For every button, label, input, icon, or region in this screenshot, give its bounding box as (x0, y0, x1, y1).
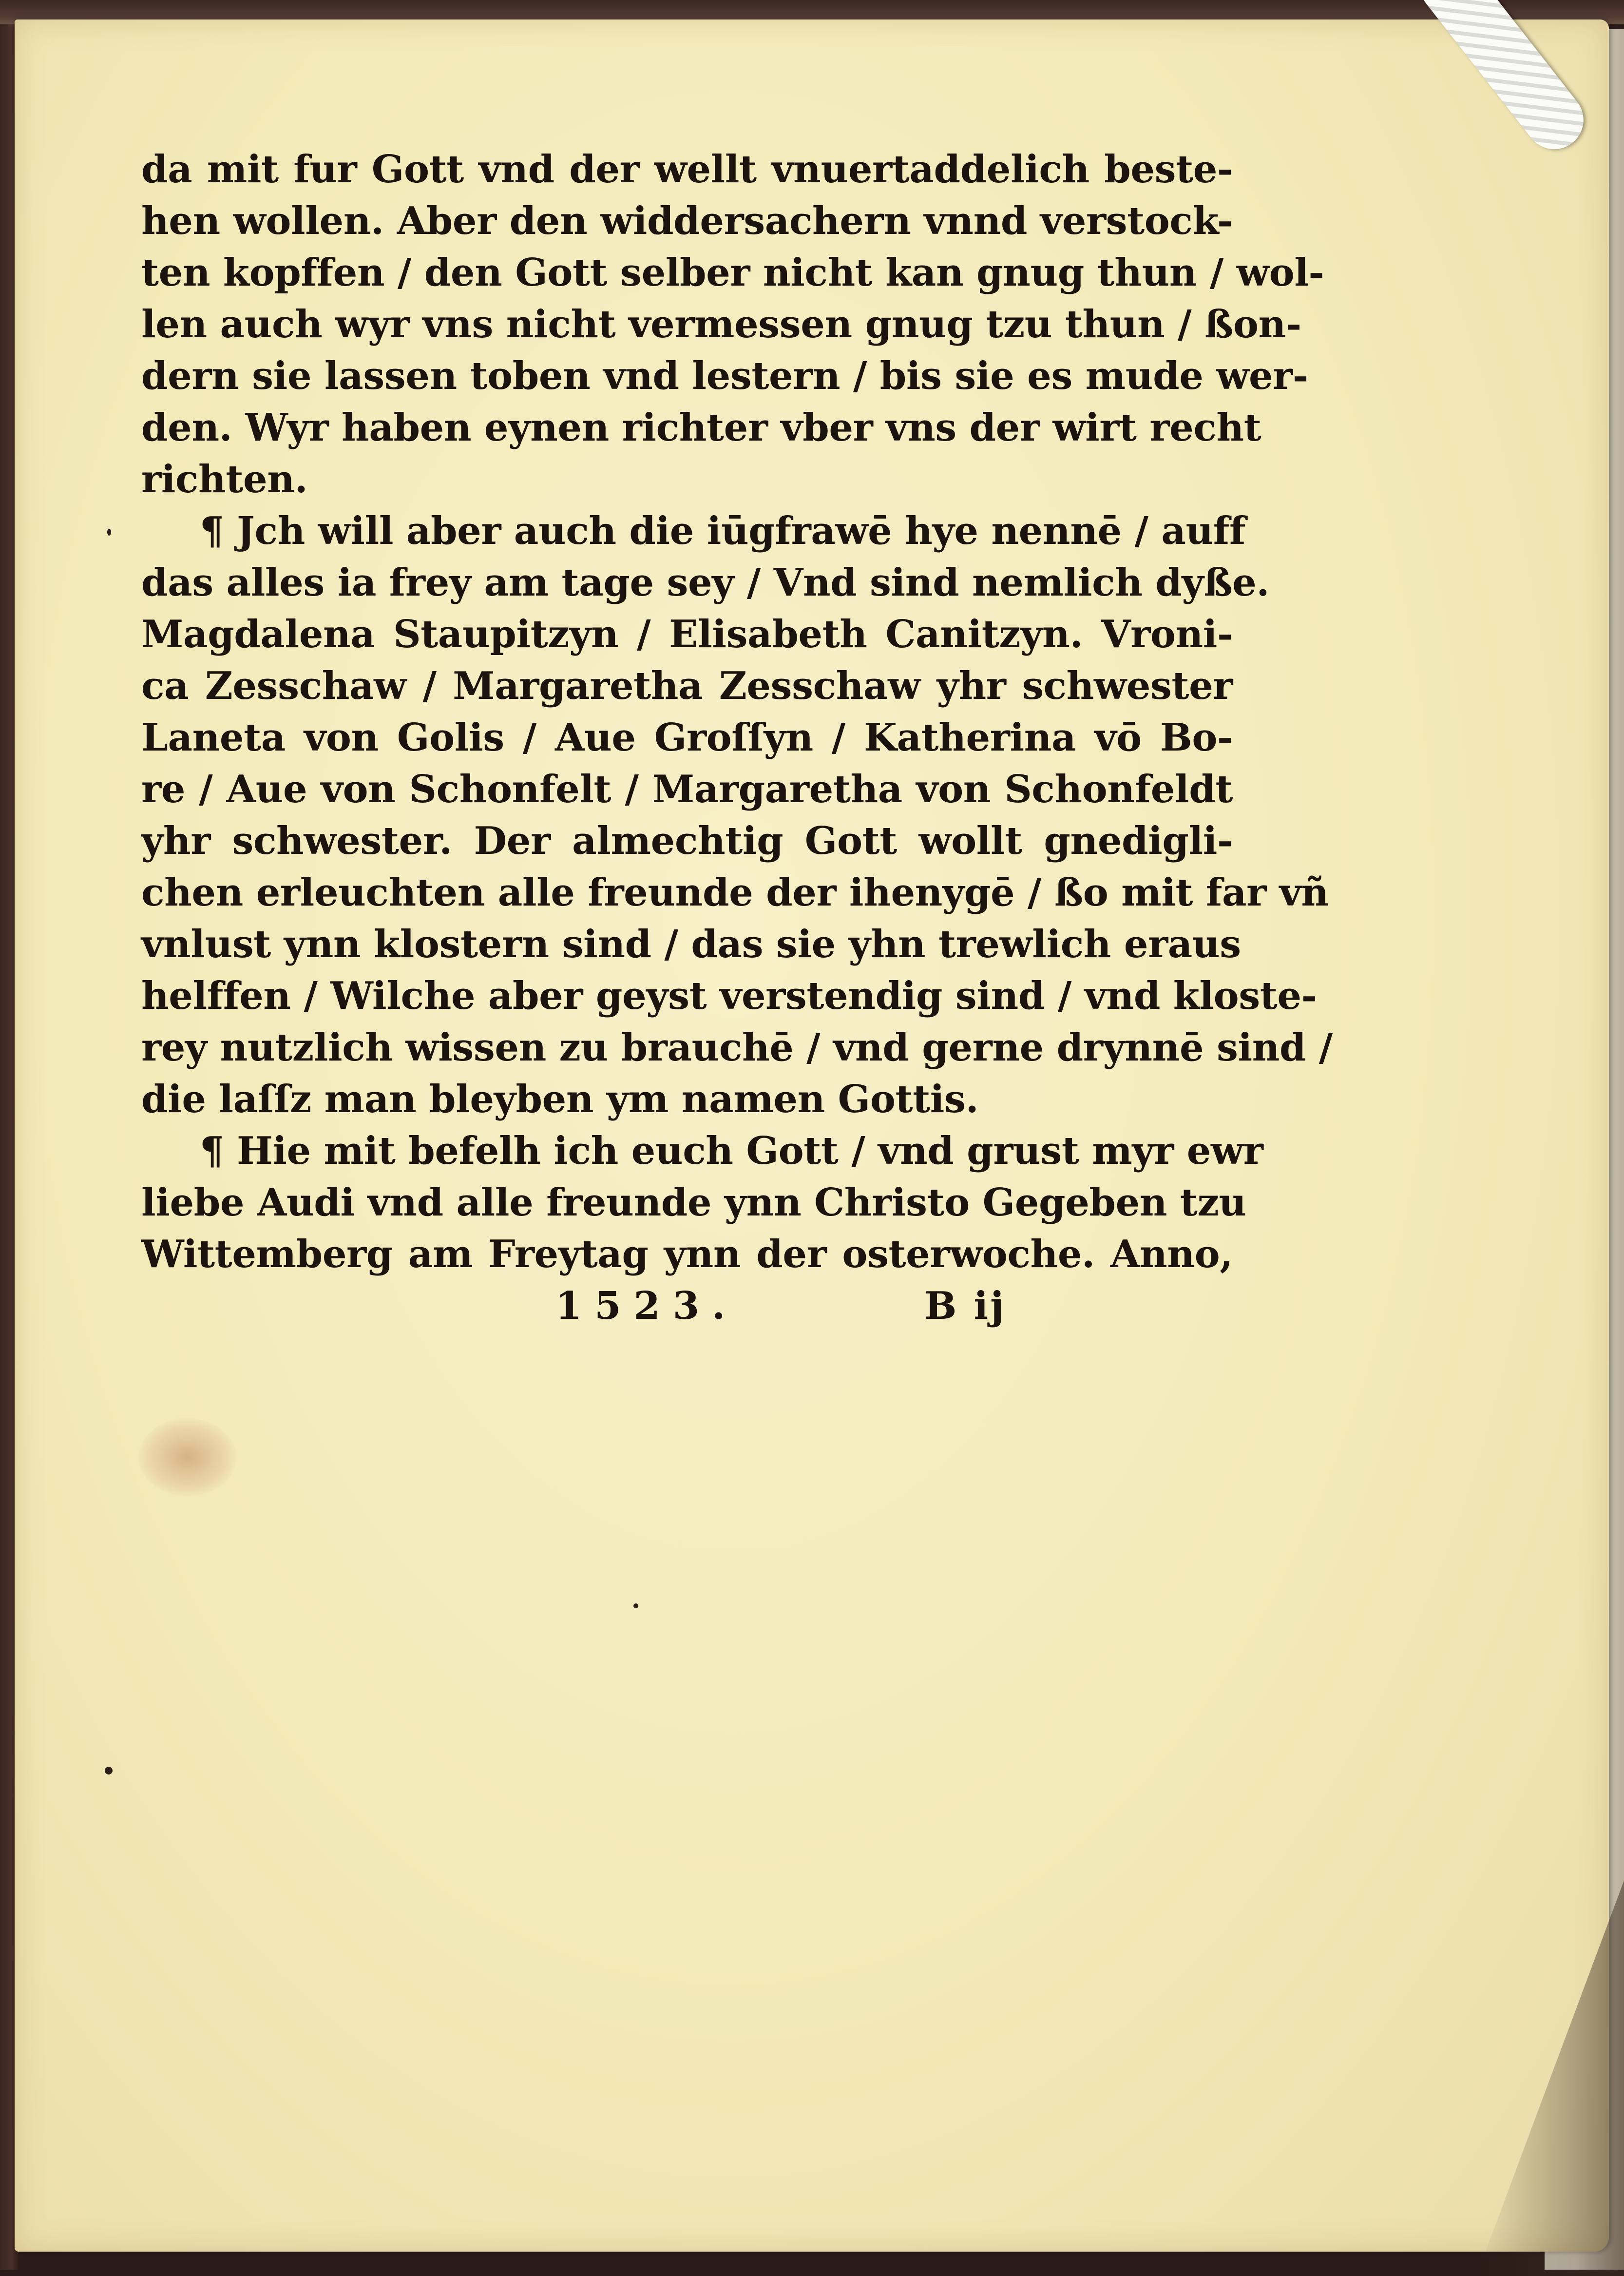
text-line: yhr schwester. Der almechtig Gott wollt gnedigli- (141, 819, 1233, 863)
text-line: helffen / Wilche aber geyst verstendig sind / vnd kloste- (141, 974, 1317, 1018)
text-line: Wittemberg am Freytag ynn der osterwoche. Anno, (141, 1232, 1233, 1276)
ink-speck (105, 1767, 113, 1775)
text-line: dern sie lassen toben vnd lestern / bis sie es mude wer- (141, 354, 1308, 398)
text-line: vnlust ynn klostern sind / das sie yhn trewlich eraus (141, 922, 1241, 966)
signature-line (141, 1280, 1233, 1332)
paper-stain (139, 1418, 236, 1496)
text-line: die laſſz man bleyben ym namen Gottis. (141, 1077, 979, 1121)
text-line: da mit fur Gott vnd der wellt vnuertaddelich beste- (141, 147, 1233, 192)
ink-speck (633, 1603, 638, 1608)
text-line: Laneta von Golis / Aue Groſſyn / Katherina vō Bo- (141, 715, 1233, 760)
paragraph-start-line: ¶ Hie mit befelh ich euch Gott / vnd grust myr ewr (200, 1129, 1263, 1173)
text-line: Magdalena Staupitzyn / Elisabeth Canitzyn. Vroni- (141, 612, 1233, 656)
text-line: rey nutzlich wissen zu brauchē / vnd gerne drynnē sind / (141, 1025, 1333, 1070)
year: 1523. (555, 1284, 738, 1328)
text-line: hen wollen. Aber den widdersachern vnnd verstock- (141, 199, 1233, 243)
ink-speck (107, 529, 111, 536)
text-line: chen erleuchten alle freunde der ihenygē / ßo mit far vñ (141, 870, 1329, 915)
text-line: len auch wyr vns nicht vermessen gnug tzu thun / ßon- (141, 302, 1301, 347)
text-line: ten kopffen / den Gott selber nicht kan gnug thun / wol- (141, 251, 1324, 295)
text-line: re / Aue von Schonfelt / Margaretha von Schonfeldt (141, 767, 1233, 811)
text-line: richten. (141, 457, 308, 501)
quire-signature-mark: B ij (924, 1284, 1006, 1328)
printed-text-block (141, 144, 1333, 1332)
page-corner-shadow (1476, 1871, 1624, 2276)
text-line: den. Wyr haben eynen richter vber vns der wirt recht (141, 405, 1261, 450)
text-line: ca Zesschaw / Margaretha Zesschaw yhr schwester (141, 664, 1233, 708)
text-line: liebe Audi vnd alle freunde ynn Christo Gegeben tzu (141, 1180, 1246, 1225)
text-line: das alles ia frey am tage sey / Vnd sind nemlich dyße. (141, 560, 1270, 605)
paragraph-start-line: ¶ Jch will aber auch die iūgfrawē hye nennē / auff (200, 509, 1246, 553)
